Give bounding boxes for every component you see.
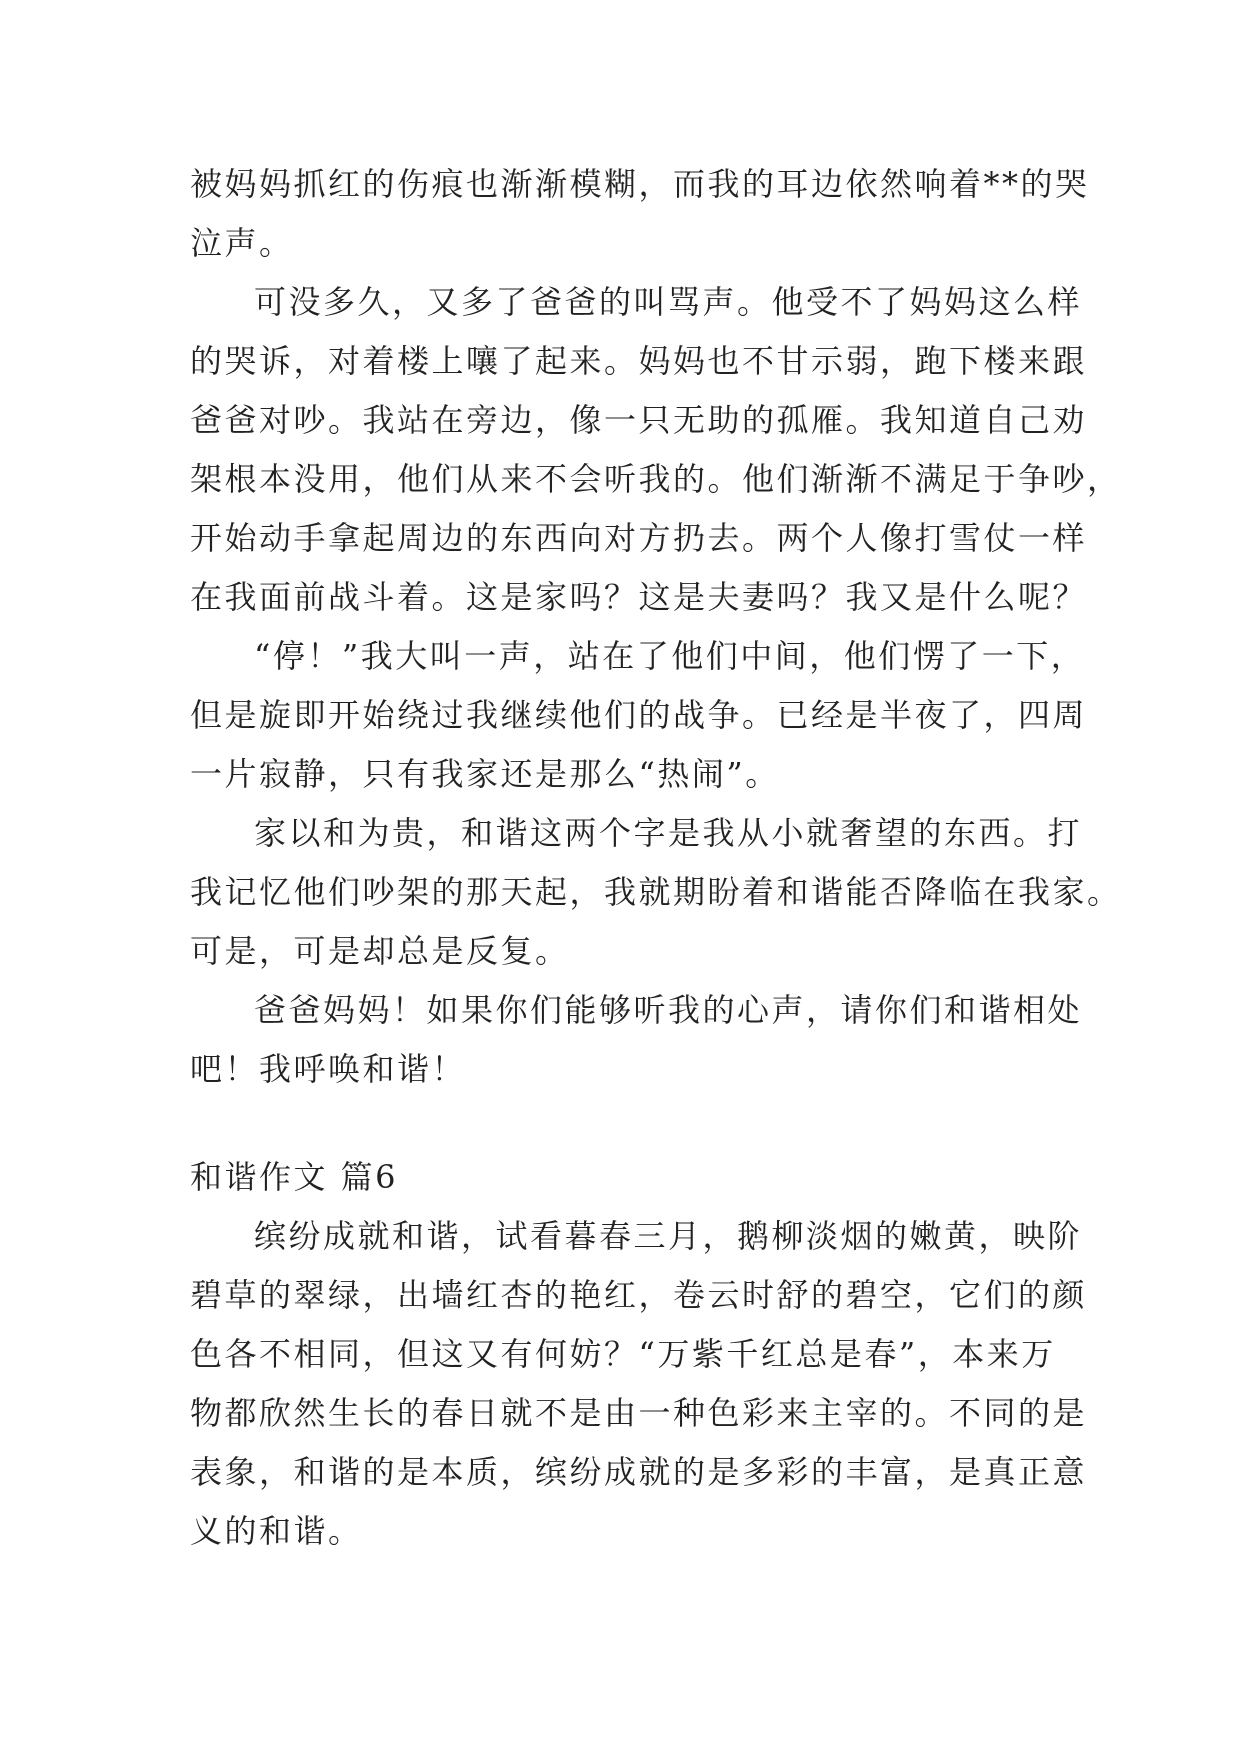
text-line: 吧！我呼唤和谐！	[190, 1050, 467, 1088]
text-line: 一片寂静，只有我家还是那么“热闹”。	[190, 755, 780, 793]
text-line: 碧草的翠绿，出墙红杏的艳红，卷云时舒的碧空，它们的颜	[190, 1276, 1088, 1314]
text-line: 可是，可是却总是反复。	[190, 932, 570, 970]
text-line: 可没多久，又多了爸爸的叫骂声。他受不了妈妈这么样	[254, 283, 1083, 321]
text-line: 架根本没用，他们从来不会听我的。他们渐渐不满足于争吵，	[190, 460, 1122, 498]
text-line: 爸爸对吵。我站在旁边，像一只无助的孤雁。我知道自己劝	[190, 401, 1088, 439]
text-line: 爸爸妈妈！如果你们能够听我的心声，请你们和谐相处	[254, 991, 1083, 1029]
text-line: 物都欣然生长的春日就不是由一种色彩来主宰的。不同的是	[190, 1394, 1088, 1432]
essay-6-body	[190, 1207, 1088, 1561]
text-line: 开始动手拿起周边的东西向对方扔去。两个人像打雪仗一样	[190, 519, 1088, 557]
essay-6-heading: 和谐作文 篇6	[190, 1158, 399, 1196]
text-line: 缤纷成就和谐，试看暮春三月，鹅柳淡烟的嫩黄，映阶	[254, 1217, 1083, 1255]
text-line: 泣声。	[190, 224, 294, 262]
essay-5-body	[190, 155, 1122, 1099]
text-line: 在我面前战斗着。这是家吗？这是夫妻吗？我又是什么呢？	[190, 578, 1088, 616]
text-line: 义的和谐。	[190, 1512, 363, 1550]
text-line: 色各不相同，但这又有何妨？“万紫千红总是春”，本来万	[190, 1335, 1056, 1373]
text-line: “停！”我大叫一声，站在了他们中间，他们愣了一下，	[254, 637, 1086, 675]
text-line: 的哭诉，对着楼上嚷了起来。妈妈也不甘示弱，跑下楼来跟	[190, 342, 1088, 380]
text-line: 但是旋即开始绕过我继续他们的战争。已经是半夜了，四周	[190, 696, 1088, 734]
text-line: 家以和为贵，和谐这两个字是我从小就奢望的东西。打	[254, 814, 1083, 852]
text-line: 被妈妈抓红的伤痕也渐渐模糊，而我的耳边依然响着**的哭	[190, 165, 1090, 203]
text-line: 我记忆他们吵架的那天起，我就期盼着和谐能否降临在我家。	[190, 873, 1122, 911]
text-line: 表象，和谐的是本质，缤纷成就的是多彩的丰富，是真正意	[190, 1453, 1088, 1491]
